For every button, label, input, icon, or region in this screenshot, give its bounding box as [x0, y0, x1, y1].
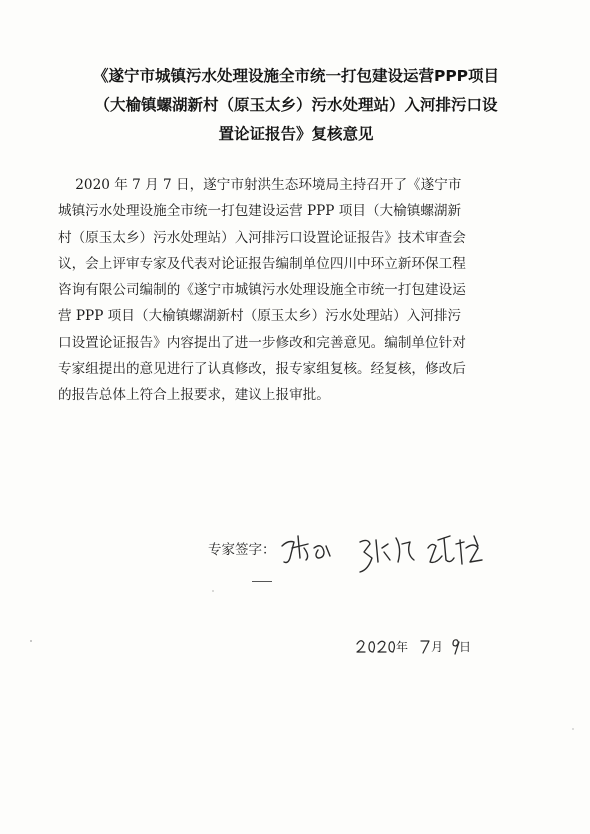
body-line-1: 2020 年 7 月 7 日，遂宁市射洪生态环境局主持召开了《遂宁市 — [58, 177, 462, 193]
body-line-3: 村（原玉太乡）污水处理站）入河排污口设置论证报告》技术审查会 — [58, 229, 466, 246]
scan-speck — [212, 590, 214, 592]
signature-2 — [360, 538, 414, 572]
body-line-9: 的报告总体上符合上报要求，建议上报审批。 — [58, 387, 330, 404]
title-line-1: 《遂宁市城镇污水处理设施全市统一打包建设运营PPP项目 — [92, 67, 500, 85]
document-body — [58, 172, 538, 409]
handwritten-date — [355, 632, 495, 662]
handwritten-signatures — [278, 518, 498, 588]
signature-label: 专家签字： — [208, 542, 276, 558]
document-title — [56, 62, 536, 149]
svg-text:月: 月 — [431, 640, 444, 654]
body-line-7: 口设置论证报告》内容提出了进一步修改和完善意见。编制单位针对 — [58, 334, 466, 351]
stray-mark — [252, 581, 272, 582]
body-line-5: 咨询有限公司编制的《遂宁市城镇污水处理设施全市统一打包建设运 — [58, 282, 466, 299]
title-line-2: （大榆镇螺湖新村（原玉太乡）污水处理站）入河排污口设 — [94, 96, 498, 114]
scan-speck — [30, 640, 32, 642]
signature-1 — [282, 536, 330, 563]
title-line-3: 置论证报告》复核意见 — [218, 125, 374, 143]
svg-text:年: 年 — [396, 640, 409, 654]
body-line-4: 议，会上评审专家及代表对论证报告编制单位四川中环立新环保工程 — [58, 255, 466, 272]
svg-text:日: 日 — [459, 640, 472, 654]
body-line-2: 城镇污水处理设施全市统一打包建设运营 PPP 项目（大榆镇螺湖新 — [58, 203, 462, 220]
body-line-8: 专家组提出的意见进行了认真修改，报专家组复核。经复核，修改后 — [58, 361, 466, 378]
scan-speck — [572, 728, 574, 730]
body-line-6: 营 PPP 项目（大榆镇螺湖新村（原玉太乡）污水处理站）入河排污 — [58, 308, 462, 325]
signature-3 — [428, 536, 482, 564]
